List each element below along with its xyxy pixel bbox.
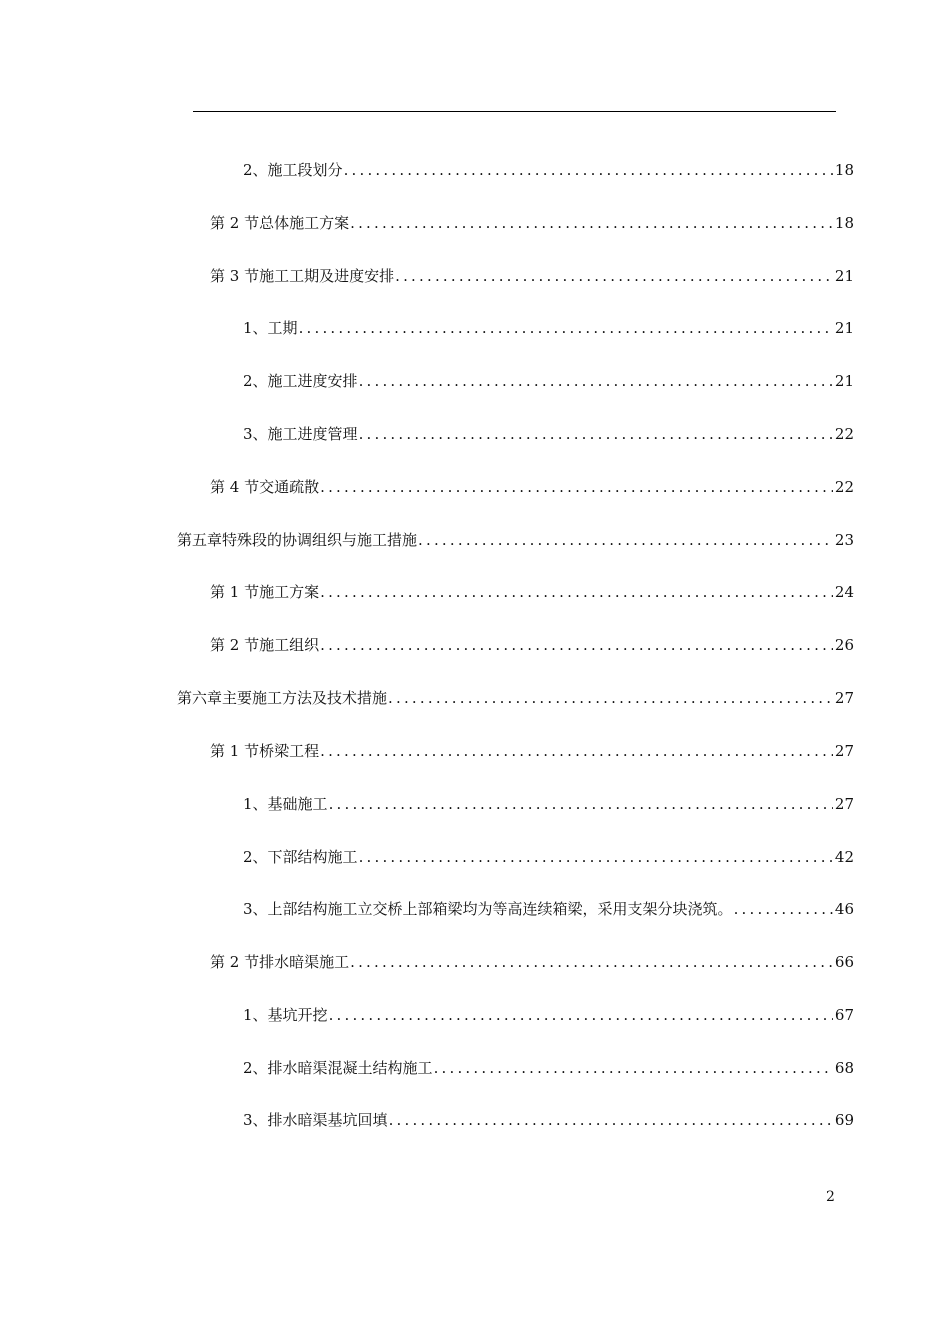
- toc-entry-number: 第 4 节: [210, 478, 260, 496]
- toc-entry-title: 施工段划分: [267, 161, 343, 179]
- toc-dot-leader: [320, 580, 833, 604]
- toc-entry-title: 施工方案: [259, 583, 320, 601]
- toc-entry[interactable]: [177, 686, 854, 710]
- toc-entry[interactable]: [210, 950, 854, 974]
- toc-entry-title: 施工进度管理: [267, 425, 358, 443]
- toc-entry[interactable]: [243, 422, 854, 446]
- toc-entry[interactable]: [210, 475, 854, 499]
- toc-entry[interactable]: [210, 264, 854, 288]
- toc-entry-number: 3、: [243, 425, 268, 443]
- toc-dot-leader: [389, 1108, 833, 1132]
- toc-dot-leader: [434, 1056, 833, 1080]
- toc-entry-page: 18: [834, 161, 854, 179]
- toc-entry-page: 18: [834, 214, 854, 232]
- toc-entry-title: 施工工期及进度安排: [259, 267, 395, 285]
- toc-entry-title: 排水暗渠基坑回填: [267, 1111, 388, 1129]
- toc-dot-leader: [418, 528, 833, 552]
- toc-entry-page: 22: [834, 425, 854, 443]
- toc-dot-leader: [350, 950, 833, 974]
- toc-entry-number: 第五章: [177, 531, 223, 549]
- toc-dot-leader: [320, 633, 833, 657]
- toc-dot-leader: [344, 158, 833, 182]
- toc-entry-title: 基坑开挖: [267, 1006, 328, 1024]
- toc-entry-page: 27: [834, 795, 854, 813]
- toc-entry[interactable]: [243, 845, 854, 869]
- toc-entry-number: 3、: [243, 1111, 268, 1129]
- toc-entry[interactable]: [243, 1108, 854, 1132]
- toc-entry-title: 总体施工方案: [259, 214, 350, 232]
- toc-entry-page: 67: [834, 1006, 854, 1024]
- toc-entry[interactable]: [210, 739, 854, 763]
- toc-entry-number: 第 1 节: [210, 742, 260, 760]
- toc-dot-leader: [359, 845, 833, 869]
- toc-entry-number: 1、: [243, 1006, 268, 1024]
- toc-entry-title: 施工组织: [259, 636, 320, 654]
- toc-entry-title: 排水暗渠混凝土结构施工: [267, 1059, 433, 1077]
- toc-entry-title: 主要施工方法及技术措施: [222, 689, 388, 707]
- toc-entry-title: 特殊段的协调组织与施工措施: [222, 531, 418, 549]
- toc-entry-page: 42: [834, 848, 854, 866]
- toc-entry-page: 27: [834, 689, 854, 707]
- toc-entry-number: 3、: [243, 900, 268, 918]
- toc-entry-title: 排水暗渠施工: [259, 953, 350, 971]
- toc-entry[interactable]: [243, 1003, 854, 1027]
- toc-entry-number: 第 3 节: [210, 267, 260, 285]
- toc-entry-page: 23: [834, 531, 854, 549]
- toc-dot-leader: [350, 211, 833, 235]
- toc-entry-page: 24: [834, 583, 854, 601]
- toc-dot-leader: [395, 264, 833, 288]
- toc-entry-number: 第 2 节: [210, 636, 260, 654]
- toc-entry-number: 1、: [243, 319, 268, 337]
- toc-entry-page: 27: [834, 742, 854, 760]
- page-number: 2: [826, 1189, 835, 1205]
- toc-entry[interactable]: [210, 633, 854, 657]
- toc-entry-number: 第 2 节: [210, 214, 260, 232]
- toc-dot-leader: [359, 422, 833, 446]
- toc-entry-page: 26: [834, 636, 854, 654]
- toc-entry-page: 21: [834, 372, 854, 390]
- toc-entry-number: 2、: [243, 161, 268, 179]
- toc-entry[interactable]: [243, 897, 854, 921]
- toc-dot-leader: [388, 686, 833, 710]
- toc-entry-page: 66: [834, 953, 854, 971]
- toc-entry-page: 69: [834, 1111, 854, 1129]
- toc-dot-leader: [329, 1003, 833, 1027]
- toc-entry[interactable]: [243, 792, 854, 816]
- toc-dot-leader: [320, 739, 833, 763]
- toc-entry[interactable]: [210, 211, 854, 235]
- toc-entry[interactable]: [210, 580, 854, 604]
- toc-entry-number: 1、: [243, 795, 268, 813]
- toc-entry-number: 第六章: [177, 689, 223, 707]
- toc-entry[interactable]: [177, 528, 854, 552]
- toc-entry-title: 施工进度安排: [267, 372, 358, 390]
- toc-entry-page: 68: [834, 1059, 854, 1077]
- toc-entry-number: 2、: [243, 1059, 268, 1077]
- toc-entry[interactable]: [243, 1056, 854, 1080]
- toc-entry-title: 上部结构施工立交桥上部箱梁均为等高连续箱梁，采用支架分块浇筑。: [267, 900, 733, 918]
- toc-entry-title: 基础施工: [267, 795, 328, 813]
- toc-dot-leader: [359, 369, 833, 393]
- toc-entry[interactable]: [243, 369, 854, 393]
- toc-entry-page: 21: [834, 319, 854, 337]
- toc-dot-leader: [299, 316, 833, 340]
- toc-dot-leader: [329, 792, 833, 816]
- toc-entry-number: 第 2 节: [210, 953, 260, 971]
- toc-entry[interactable]: [243, 316, 854, 340]
- toc-entry-number: 2、: [243, 372, 268, 390]
- toc-entry-number: 第 1 节: [210, 583, 260, 601]
- toc-entry-page: 21: [834, 267, 854, 285]
- toc-entry[interactable]: [243, 158, 854, 182]
- toc-entry-page: 22: [834, 478, 854, 496]
- toc-dot-leader: [734, 897, 833, 921]
- toc-entry-title: 工期: [267, 319, 298, 337]
- toc-entry-title: 下部结构施工: [267, 848, 358, 866]
- header-rule: [193, 111, 836, 112]
- toc-entry-title: 桥梁工程: [259, 742, 320, 760]
- toc-dot-leader: [320, 475, 833, 499]
- toc-entry-title: 交通疏散: [259, 478, 320, 496]
- toc-entry-number: 2、: [243, 848, 268, 866]
- toc-entry-page: 46: [834, 900, 854, 918]
